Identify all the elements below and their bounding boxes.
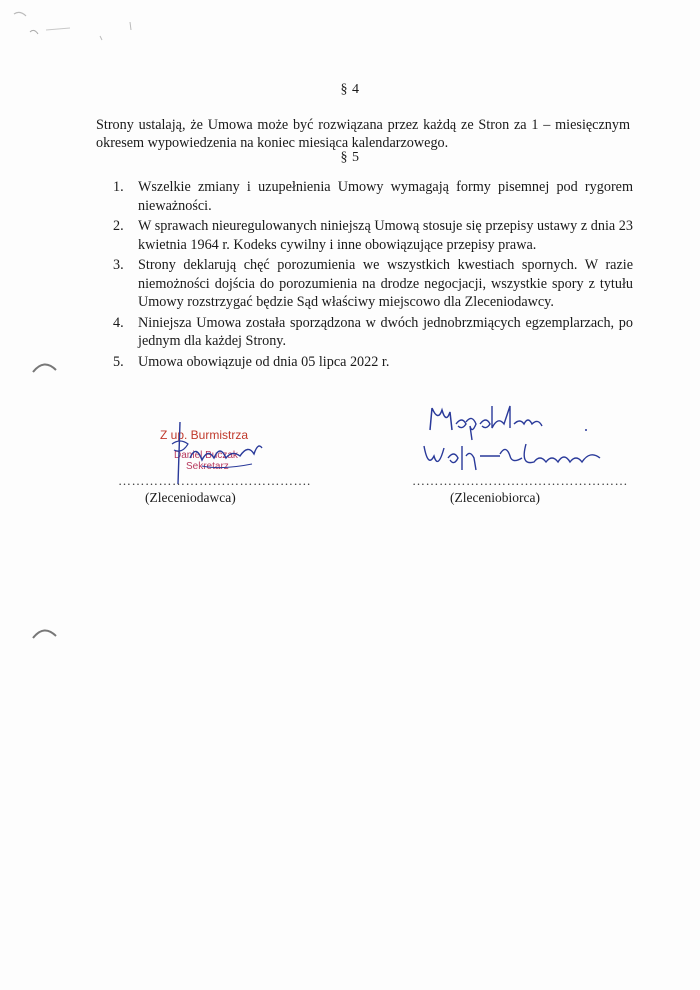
signature-label-left: (Zleceniodawca): [145, 490, 236, 505]
stamp-line-3: Sekretarz: [186, 461, 229, 472]
signature-line-left: …………………………………….: [118, 473, 311, 488]
punch-hole-mark-upper: [30, 356, 60, 380]
list-item: [113, 217, 633, 254]
section-4-text: Strony ustalają, że Umowa może być rozwiązana przez każdą ze Stron za 1 – miesięcznym okresem wypowiedzenia na koniec miesiąca kalendarzowego.: [96, 117, 630, 151]
list-item-number: 2.: [113, 218, 124, 234]
list-item-text: Strony deklarują chęć porozumienia we wszystkich kwestiach spornych. W razie niemożności dojścia do porozumienia na drodze negocjacji, wszystkie spory z tytułu Umowy rozstrzygać będzie Sąd właściwy miejscowo dla Zleceniodawcy.: [138, 257, 633, 310]
list-item-text: Wszelkie zmiany i uzupełnienia Umowy wymagają formy pisemnej pod rygorem nieważności.: [138, 179, 633, 214]
stamp-line-2: Daniel Buczak: [174, 450, 238, 461]
list-item-text: W sprawach nieuregulowanych niniejszą Umową stosuje się przepisy ustawy z dnia 23 kwietnia 1964 r. Kodeks cywilny i inne obowiązujące przepisy prawa.: [138, 218, 633, 253]
signature-label-right: (Zleceniobiorca): [450, 490, 540, 505]
list-item-number: 4.: [113, 314, 124, 331]
scan-smudge: [0, 0, 150, 50]
list-item: [113, 178, 633, 215]
list-item-number: 1.: [113, 179, 124, 195]
list-item: [113, 353, 633, 372]
list-item-number: 5.: [113, 353, 124, 370]
list-item: [113, 256, 633, 312]
list-item-text: Umowa obowiązuje od dnia 05 lipca 2022 r.: [138, 353, 390, 370]
stamp-line-1: Z up. Burmistrza: [160, 428, 249, 442]
section-4-heading: § 4: [340, 82, 360, 97]
signature-line-right: …………………………………………: [412, 473, 628, 488]
section-5-list: [113, 178, 633, 373]
list-item-number: 3.: [113, 257, 124, 273]
list-item: [113, 314, 633, 351]
punch-hole-mark-lower: [30, 622, 60, 646]
section-5-heading: § 5: [340, 150, 360, 165]
list-item-text: Niniejsza Umowa została sporządzona w dwóch jednobrzmiących egzemplarzach, po jednym dla każdej Strony.: [138, 314, 633, 349]
